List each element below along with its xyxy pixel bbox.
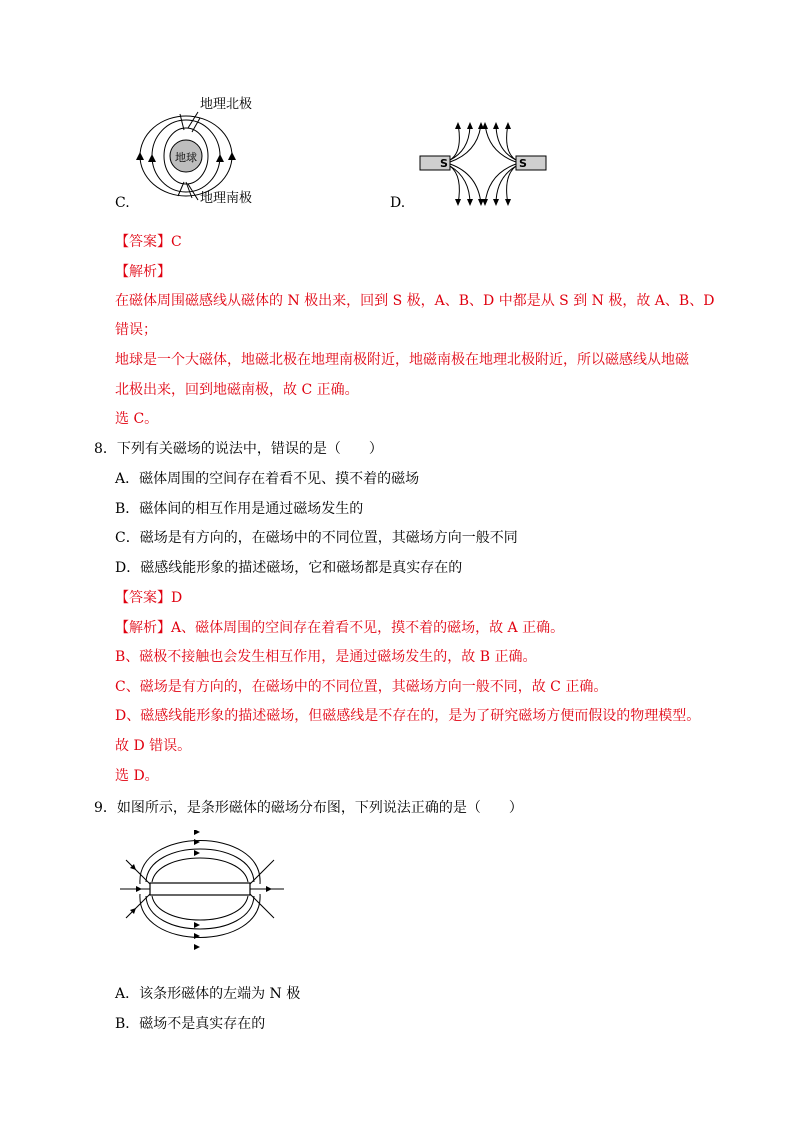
right-s-pole-label: S: [519, 157, 527, 170]
q7-analysis-line: 在磁体周围磁感线从磁体的 N 极出来，回到 S 极，A、B、D 中都是从 S 到 N 极，故 A、B、D: [115, 293, 715, 309]
q7-analysis-line: 北极出来，回到地磁南极，故 C 正确。: [115, 382, 359, 398]
bar-magnet-icon: [150, 883, 250, 895]
q8-analysis-line: 选 D。: [115, 768, 159, 784]
earth-label: 地球: [175, 151, 197, 164]
q8-analysis-line: C、磁场是有方向的，在磁场中的不同位置，其磁场方向一般不同，故 C 正确。: [115, 679, 608, 695]
q7-analysis-heading: 【解析】: [115, 264, 171, 280]
q7-analysis-line: 错误；: [115, 322, 157, 338]
q8-stem: 8．下列有关磁场的说法中，错误的是（ ）: [94, 441, 383, 457]
q8-option-d: D．磁感线能形象的描述磁场，它和磁场都是真实存在的: [115, 560, 463, 576]
q8-analysis-line: B、磁极不接触也会发生相互作用，是通过磁场发生的，故 B 正确。: [115, 649, 537, 665]
q9-stem: 9．如图所示，是条形磁体的磁场分布图，下列说法正确的是（ ）: [94, 800, 523, 816]
q7-analysis-line: 地球是一个大磁体，地磁北极在地理南极附近，地磁南极在地理北极附近，所以磁感线从地磁: [115, 352, 689, 368]
two-s-poles-diagram: [418, 122, 563, 206]
option-d-label: D.: [390, 195, 406, 211]
left-s-pole-label: S: [440, 157, 448, 170]
q7-answer: 【答案】C: [115, 234, 182, 250]
option-c-label: C.: [115, 195, 130, 211]
bar-magnet-field-diagram: [118, 830, 288, 950]
q8-analysis-line: 【解析】A、磁体周围的空间存在着看不见，摸不着的磁场，故 A 正确。: [115, 620, 565, 636]
q9-option-b: B．磁场不是真实存在的: [115, 1016, 266, 1032]
two-magnets-figure: [418, 122, 563, 206]
q8-option-c: C．磁场是有方向的，在磁场中的不同位置，其磁场方向一般不同: [115, 530, 518, 546]
q8-option-b: B．磁体间的相互作用是通过磁场发生的: [115, 501, 364, 517]
q7-analysis-line: 选 C。: [115, 411, 159, 427]
bar-magnet-figure: [118, 830, 288, 950]
q8-analysis-line: 故 D 错误。: [115, 738, 192, 754]
q8-option-a: A．磁体周围的空间存在着看不见、摸不着的磁场: [115, 471, 420, 487]
geographic-north-label: 地理北极: [200, 97, 253, 112]
q8-analysis-line: D、磁感线能形象的描述磁场，但磁感线是不存在的，是为了研究磁场方便而假设的物理模型。: [115, 708, 701, 724]
q8-answer: 【答案】D: [115, 590, 183, 606]
earth-field-diagram: [128, 92, 278, 207]
earth-field-figure: [128, 92, 278, 207]
geographic-south-label: 地理南极: [200, 191, 253, 206]
q9-option-a: A．该条形磁体的左端为 N 极: [115, 986, 301, 1002]
